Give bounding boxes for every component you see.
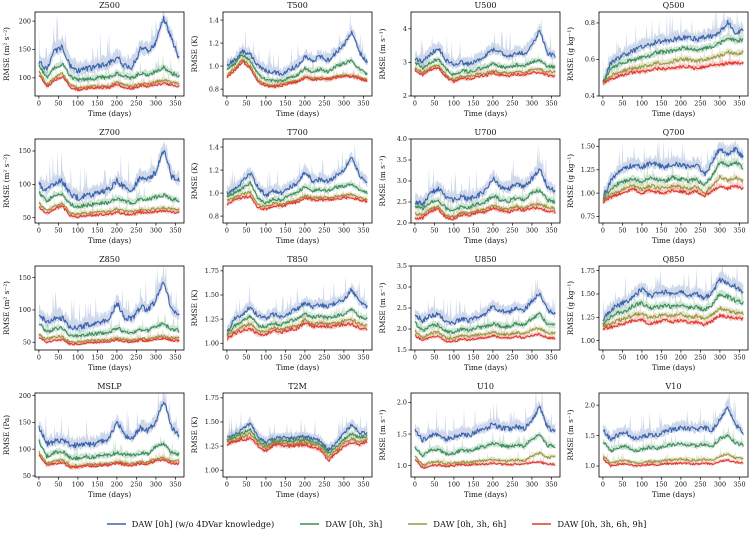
subplot-u850 xyxy=(376,254,564,381)
x-tick-label: 200 xyxy=(110,480,124,489)
subplot-title: Q500 xyxy=(662,1,685,10)
x-tick-label: 100 xyxy=(635,480,649,489)
x-tick-label: 350 xyxy=(169,99,182,108)
x-axis-label: Time (days) xyxy=(463,490,508,499)
x-axis-label: Time (days) xyxy=(463,236,508,245)
y-axis-label: RMSE (m² s⁻²) xyxy=(2,281,11,335)
y-tick-label: 0.8 xyxy=(208,85,219,94)
x-tick-label: 200 xyxy=(674,480,688,489)
x-axis-label: Time (days) xyxy=(275,490,320,499)
x-tick-label: 300 xyxy=(525,99,539,108)
y-tick-label: 4 xyxy=(402,25,407,33)
y-tick-label: 2.0 xyxy=(396,325,407,334)
x-tick-label: 150 xyxy=(655,99,668,108)
x-tick-label: 300 xyxy=(713,226,727,235)
x-tick-label: 150 xyxy=(655,226,668,235)
x-tick-label: 100 xyxy=(635,353,649,362)
y-tick-label: 1.5 xyxy=(396,430,407,439)
x-tick-label: 250 xyxy=(130,226,143,235)
y-tick-label: 1.75 xyxy=(204,267,219,276)
x-tick-label: 0 xyxy=(412,226,417,235)
x-tick-label: 50 xyxy=(618,226,627,235)
x-axis-label: Time (days) xyxy=(651,109,696,118)
x-tick-label: 250 xyxy=(130,353,143,362)
legend-label: DAW [0h, 3h] xyxy=(325,519,383,529)
y-tick-label: 50 xyxy=(22,338,31,347)
x-tick-label: 50 xyxy=(54,480,63,489)
x-axis-label: Time (days) xyxy=(87,363,132,372)
x-tick-label: 150 xyxy=(467,99,480,108)
y-tick-label: 1.50 xyxy=(580,290,595,299)
x-tick-label: 100 xyxy=(447,99,461,108)
y-tick-label: 1.00 xyxy=(204,339,219,348)
y-axis-label: RMSE (m² s⁻²) xyxy=(2,27,11,81)
subplot-q500 xyxy=(564,0,752,127)
x-tick-label: 50 xyxy=(430,226,439,235)
x-tick-label: 350 xyxy=(733,226,746,235)
x-tick-label: 150 xyxy=(91,226,104,235)
x-tick-label: 350 xyxy=(357,480,370,489)
x-tick-label: 100 xyxy=(447,226,461,235)
y-tick-label: 1.50 xyxy=(204,291,219,300)
subplot-t500 xyxy=(188,0,376,127)
x-tick-label: 300 xyxy=(525,353,539,362)
y-axis-label: RMSE (g kg⁻¹) xyxy=(566,280,575,336)
x-tick-label: 150 xyxy=(467,226,480,235)
y-tick-label: 50 xyxy=(22,472,31,481)
legend-item-daw-0h xyxy=(107,519,275,529)
x-tick-label: 250 xyxy=(130,480,143,489)
subplot-title: Z850 xyxy=(99,255,120,264)
y-tick-label: 1.2 xyxy=(208,166,219,175)
x-tick-label: 200 xyxy=(674,99,688,108)
x-tick-label: 350 xyxy=(169,353,182,362)
y-tick-label: 1.00 xyxy=(580,336,595,345)
y-tick-label: 2 xyxy=(402,92,407,101)
y-tick-label: 200 xyxy=(18,391,31,400)
x-tick-label: 0 xyxy=(600,226,605,235)
x-tick-label: 200 xyxy=(486,99,500,108)
x-tick-label: 300 xyxy=(713,353,727,362)
x-tick-label: 0 xyxy=(224,226,229,235)
x-tick-label: 0 xyxy=(36,353,41,362)
x-tick-label: 150 xyxy=(279,226,292,235)
x-tick-label: 350 xyxy=(169,226,182,235)
x-tick-label: 100 xyxy=(635,226,649,235)
subplot-mslp xyxy=(0,381,188,508)
y-tick-label: 1.25 xyxy=(580,313,595,322)
y-tick-label: 150 xyxy=(18,418,31,427)
subplot-z850 xyxy=(0,254,188,381)
x-tick-label: 200 xyxy=(298,480,312,489)
x-tick-label: 50 xyxy=(618,480,627,489)
x-tick-label: 350 xyxy=(733,99,746,108)
y-tick-label: 0.6 xyxy=(584,55,595,64)
x-tick-label: 100 xyxy=(447,353,461,362)
y-axis-label: RMSE (m s⁻¹) xyxy=(566,409,575,461)
y-tick-label: 1.00 xyxy=(580,189,595,198)
y-tick-label: 0.75 xyxy=(580,212,595,221)
x-axis-label: Time (days) xyxy=(651,363,696,372)
y-tick-label: 1.4 xyxy=(208,16,219,25)
x-tick-label: 50 xyxy=(242,480,251,489)
x-tick-label: 50 xyxy=(618,99,627,108)
x-tick-label: 350 xyxy=(733,353,746,362)
legend-swatch xyxy=(408,521,427,527)
subplot-title: T700 xyxy=(287,128,308,137)
legend-item-daw-0h-3h-6h xyxy=(408,519,506,529)
x-tick-label: 0 xyxy=(600,99,605,108)
x-tick-label: 350 xyxy=(545,480,558,489)
x-tick-label: 300 xyxy=(713,480,727,489)
subplot-u500 xyxy=(376,0,564,127)
y-axis-label: RMSE (g kg⁻¹) xyxy=(566,153,575,209)
subplot-title: U500 xyxy=(474,1,497,10)
y-tick-label: 100 xyxy=(18,445,31,454)
x-tick-label: 0 xyxy=(36,99,41,108)
x-tick-label: 0 xyxy=(224,99,229,108)
series-band xyxy=(227,12,367,79)
x-axis-label: Time (days) xyxy=(275,236,320,245)
x-tick-label: 300 xyxy=(149,480,163,489)
y-tick-label: 0.8 xyxy=(208,212,219,221)
x-tick-label: 150 xyxy=(655,353,668,362)
x-tick-label: 350 xyxy=(357,99,370,108)
x-tick-label: 200 xyxy=(110,99,124,108)
subplot-title: MSLP xyxy=(97,382,122,391)
x-tick-label: 200 xyxy=(298,99,312,108)
y-tick-label: 1.5 xyxy=(396,346,407,355)
x-tick-label: 150 xyxy=(279,480,292,489)
subplot-title: U700 xyxy=(474,128,497,137)
x-tick-label: 150 xyxy=(91,99,104,108)
x-tick-label: 250 xyxy=(318,353,331,362)
x-tick-label: 350 xyxy=(545,99,558,108)
legend-label: DAW [0h, 3h, 6h] xyxy=(433,519,507,529)
subplot-u10 xyxy=(376,381,564,508)
x-tick-label: 200 xyxy=(486,480,500,489)
subplot-z500 xyxy=(0,0,188,127)
y-tick-label: 2.0 xyxy=(396,219,407,228)
legend-label: DAW [0h] (w/o 4DVar knowledge) xyxy=(131,519,275,529)
x-tick-label: 250 xyxy=(694,226,707,235)
subplot-title: U850 xyxy=(474,255,497,264)
x-tick-label: 100 xyxy=(447,480,461,489)
y-tick-label: 200 xyxy=(18,17,31,26)
y-tick-label: 1.50 xyxy=(580,142,595,151)
x-tick-label: 250 xyxy=(694,353,707,362)
y-axis-label: RMSE (K) xyxy=(190,289,199,327)
x-tick-label: 150 xyxy=(91,480,104,489)
subplot-title: Z500 xyxy=(99,1,120,10)
legend-item-daw-0h-3h-6h-9h xyxy=(532,519,646,529)
subplot-t2m xyxy=(188,381,376,508)
x-tick-label: 300 xyxy=(337,99,351,108)
x-tick-label: 200 xyxy=(486,353,500,362)
y-tick-label: 3.5 xyxy=(396,156,407,165)
subplot-title: Q850 xyxy=(662,255,685,264)
x-axis-label: Time (days) xyxy=(87,109,132,118)
y-axis-label: RMSE (K) xyxy=(190,416,199,454)
x-tick-label: 50 xyxy=(54,99,63,108)
y-axis-label: RMSE (K) xyxy=(190,162,199,200)
x-tick-label: 0 xyxy=(600,480,605,489)
x-tick-label: 300 xyxy=(149,99,163,108)
y-axis-label: RMSE (m s⁻¹) xyxy=(378,28,387,80)
subplot-u700 xyxy=(376,127,564,254)
x-tick-label: 200 xyxy=(110,353,124,362)
x-tick-label: 100 xyxy=(71,226,85,235)
y-tick-label: 1.00 xyxy=(204,466,219,475)
x-tick-label: 200 xyxy=(674,353,688,362)
x-tick-label: 250 xyxy=(506,99,519,108)
y-tick-label: 1.0 xyxy=(396,461,407,470)
subplot-title: V10 xyxy=(665,382,682,391)
x-tick-label: 300 xyxy=(337,353,351,362)
x-tick-label: 0 xyxy=(600,353,605,362)
subplot-title: U10 xyxy=(477,382,494,391)
y-tick-label: 1.5 xyxy=(584,431,595,440)
x-tick-label: 150 xyxy=(279,99,292,108)
legend-swatch xyxy=(300,521,319,527)
x-tick-label: 150 xyxy=(467,353,480,362)
x-tick-label: 0 xyxy=(224,480,229,489)
subplot-t850 xyxy=(188,254,376,381)
y-tick-label: 1.4 xyxy=(208,143,219,152)
y-tick-label: 1.25 xyxy=(580,166,595,174)
y-tick-label: 0.4 xyxy=(584,92,595,101)
x-tick-label: 100 xyxy=(259,226,273,235)
y-tick-label: 1.75 xyxy=(204,394,219,403)
y-axis-label: RMSE (m s⁻¹) xyxy=(378,155,387,207)
y-tick-label: 1.75 xyxy=(580,266,595,275)
x-tick-label: 200 xyxy=(298,226,312,235)
x-tick-label: 50 xyxy=(242,226,251,235)
x-tick-label: 50 xyxy=(430,480,439,489)
legend-label: DAW [0h, 3h, 6h, 9h] xyxy=(557,519,647,529)
y-tick-label: 1.0 xyxy=(208,189,219,198)
y-tick-label: 0.8 xyxy=(584,19,595,28)
y-tick-label: 1.50 xyxy=(204,418,219,427)
x-tick-label: 250 xyxy=(318,226,331,235)
y-tick-label: 1.0 xyxy=(584,462,595,471)
x-tick-label: 250 xyxy=(506,480,519,489)
x-tick-label: 250 xyxy=(318,99,331,108)
subplot-title: T2M xyxy=(288,382,307,391)
x-tick-label: 50 xyxy=(242,353,251,362)
subplot-title: Z700 xyxy=(99,128,120,137)
y-axis-label: RMSE (m s⁻¹) xyxy=(378,282,387,334)
x-tick-label: 50 xyxy=(242,99,251,108)
y-tick-label: 100 xyxy=(18,74,31,83)
x-tick-label: 50 xyxy=(54,226,63,235)
y-tick-label: 150 xyxy=(18,45,31,54)
x-tick-label: 350 xyxy=(545,226,558,235)
y-tick-label: 1.25 xyxy=(204,442,219,451)
x-tick-label: 100 xyxy=(259,353,273,362)
x-axis-label: Time (days) xyxy=(651,490,696,499)
x-axis-label: Time (days) xyxy=(87,236,132,245)
y-tick-label: 1.2 xyxy=(208,39,219,48)
subplot-q700 xyxy=(564,127,752,254)
x-tick-label: 250 xyxy=(506,353,519,362)
x-tick-label: 350 xyxy=(733,480,746,489)
x-tick-label: 200 xyxy=(486,226,500,235)
y-axis-label: RMSE (g kg⁻¹) xyxy=(566,26,575,82)
x-tick-label: 300 xyxy=(149,353,163,362)
y-tick-label: 2.0 xyxy=(396,398,407,407)
subplot-z700 xyxy=(0,127,188,254)
y-tick-label: 3 xyxy=(402,58,407,67)
x-tick-label: 250 xyxy=(318,480,331,489)
x-tick-label: 150 xyxy=(91,353,104,362)
y-tick-label: 1.0 xyxy=(208,62,219,71)
y-tick-label: 4.0 xyxy=(396,135,407,144)
x-tick-label: 150 xyxy=(279,353,292,362)
x-tick-label: 350 xyxy=(169,480,182,489)
y-tick-label: 1.25 xyxy=(204,315,219,324)
x-tick-label: 0 xyxy=(36,226,41,235)
x-tick-label: 100 xyxy=(71,353,85,362)
x-tick-label: 200 xyxy=(674,226,688,235)
subplot-title: Q700 xyxy=(662,128,685,137)
x-tick-label: 350 xyxy=(357,353,370,362)
y-tick-label: 100 xyxy=(18,180,31,189)
x-axis-label: Time (days) xyxy=(651,236,696,245)
x-tick-label: 0 xyxy=(36,480,41,489)
y-axis-label: RMSE (m² s⁻²) xyxy=(2,154,11,208)
x-axis-label: Time (days) xyxy=(463,363,508,372)
x-tick-label: 200 xyxy=(110,226,124,235)
y-axis-label: RMSE (Pa) xyxy=(2,414,11,456)
legend-swatch xyxy=(532,521,551,527)
y-axis-label: RMSE (K) xyxy=(190,35,199,73)
x-tick-label: 350 xyxy=(357,226,370,235)
x-axis-label: Time (days) xyxy=(275,109,320,118)
subplot-q850 xyxy=(564,254,752,381)
y-tick-label: 2.0 xyxy=(584,401,595,410)
y-tick-label: 150 xyxy=(18,147,31,156)
x-tick-label: 250 xyxy=(506,226,519,235)
subplot-t700 xyxy=(188,127,376,254)
x-tick-label: 50 xyxy=(430,99,439,108)
x-tick-label: 0 xyxy=(412,353,417,362)
x-tick-label: 300 xyxy=(525,226,539,235)
y-tick-label: 2.5 xyxy=(396,304,407,313)
x-tick-label: 250 xyxy=(694,99,707,108)
x-tick-label: 0 xyxy=(224,353,229,362)
y-tick-label: 3.0 xyxy=(396,177,407,186)
subplot-title: T500 xyxy=(287,1,308,10)
x-tick-label: 100 xyxy=(71,99,85,108)
x-tick-label: 300 xyxy=(149,226,163,235)
subplot-v10 xyxy=(564,381,752,508)
y-tick-label: 50 xyxy=(22,213,31,222)
x-tick-label: 150 xyxy=(655,480,668,489)
x-tick-label: 300 xyxy=(525,480,539,489)
x-tick-label: 100 xyxy=(635,99,649,108)
x-tick-label: 150 xyxy=(467,480,480,489)
x-tick-label: 250 xyxy=(694,480,707,489)
y-tick-label: 3.0 xyxy=(396,283,407,292)
x-axis-label: Time (days) xyxy=(463,109,508,118)
legend-swatch xyxy=(107,521,126,527)
x-axis-label: Time (days) xyxy=(87,490,132,499)
x-tick-label: 250 xyxy=(130,99,143,108)
legend-item-daw-0h-3h xyxy=(300,519,382,529)
x-tick-label: 300 xyxy=(337,226,351,235)
subplot-title: T850 xyxy=(287,255,308,264)
x-tick-label: 300 xyxy=(337,480,351,489)
y-tick-label: 2.5 xyxy=(396,198,407,207)
x-axis-label: Time (days) xyxy=(275,363,320,372)
x-tick-label: 100 xyxy=(259,99,273,108)
y-tick-label: 3.5 xyxy=(396,262,407,271)
x-tick-label: 100 xyxy=(71,480,85,489)
x-tick-label: 50 xyxy=(54,353,63,362)
y-tick-label: 150 xyxy=(18,273,31,282)
y-axis-label: RMSE (m s⁻¹) xyxy=(378,409,387,461)
x-tick-label: 0 xyxy=(412,480,417,489)
x-tick-label: 0 xyxy=(412,99,417,108)
x-tick-label: 100 xyxy=(259,480,273,489)
figure-legend xyxy=(0,508,753,540)
x-tick-label: 200 xyxy=(298,353,312,362)
x-tick-label: 300 xyxy=(713,99,727,108)
y-tick-label: 100 xyxy=(18,306,31,315)
x-tick-label: 50 xyxy=(430,353,439,362)
x-tick-label: 50 xyxy=(618,353,627,362)
x-tick-label: 350 xyxy=(545,353,558,362)
